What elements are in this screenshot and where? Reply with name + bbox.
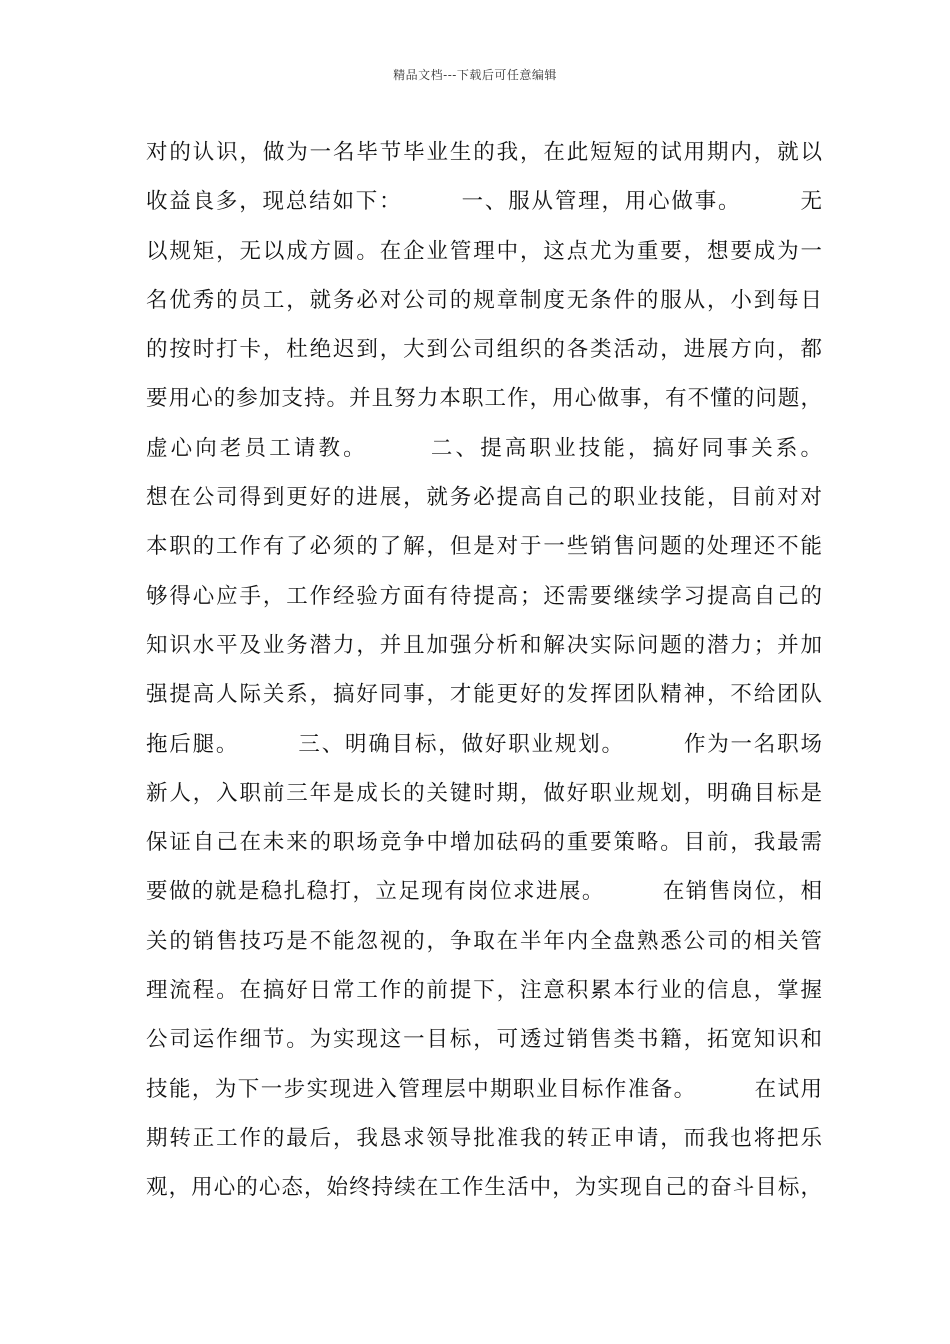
text-line: 以规矩，无以成方圆。在企业管理中，这点尤为重要，想要成为一: [146, 238, 822, 264]
text-line: 知识水平及业务潜力，并且加强分析和解决实际问题的潜力；并加: [146, 632, 822, 658]
text-line: 名优秀的员工，就务必对公司的规章制度无条件的服从，小到每日: [146, 287, 822, 313]
page-header: 精品文档---下载后可任意编辑: [393, 68, 557, 82]
document-body: [146, 128, 822, 1213]
text-line: 本职的工作有了必须的了解，但是对于一些销售问题的处理还不能: [146, 534, 822, 560]
text-line: 虚心向老员工请教。 二、提高职业技能，搞好同事关系。: [146, 435, 822, 461]
text-line: 收益良多，现总结如下： 一、服从管理，用心做事。 无: [146, 189, 822, 215]
text-line: 对的认识，做为一名毕节毕业生的我，在此短短的试用期内，就以: [146, 140, 822, 165]
text-line: 观，用心的心态，始终持续在工作生活中，为实现自己的奋斗目标，: [146, 1175, 822, 1201]
text-line: 公司运作细节。为实现这一目标，可透过销售类书籍，拓宽知识和: [146, 1027, 822, 1053]
text-line: 想在公司得到更好的进展，就务必提高自己的职业技能，目前对对: [146, 485, 822, 511]
text-line: 新人，入职前三年是成长的关键时期，做好职业规划，明确目标是: [146, 780, 822, 806]
text-line: 的按时打卡，杜绝迟到，大到公司组织的各类活动，进展方向，都: [146, 337, 822, 363]
text-line: 要做的就是稳扎稳打，立足现有岗位求进展。 在销售岗位，相: [146, 879, 822, 905]
text-line: 期转正工作的最后，我恳求领导批准我的转正申请，而我也将把乐: [146, 1125, 822, 1151]
text-line: 技能，为下一步实现进入管理层中期职业目标作准备。 在试用: [146, 1076, 822, 1102]
text-line: 关的销售技巧是不能忽视的，争取在半年内全盘熟悉公司的相关管: [146, 928, 822, 954]
text-line: 够得心应手，工作经验方面有待提高；还需要继续学习提高自己的: [146, 583, 822, 609]
text-line: 要用心的参加支持。并且努力本职工作，用心做事，有不懂的问题，: [146, 386, 822, 412]
text-line: 强提高人际关系，搞好同事，才能更好的发挥团队精神，不给团队: [146, 682, 822, 708]
text-line: 保证自己在未来的职场竞争中增加砝码的重要策略。目前，我最需: [146, 830, 822, 856]
text-line: 理流程。在搞好日常工作的前提下，注意积累本行业的信息，掌握: [146, 978, 822, 1004]
text-line: 拖后腿。 三、明确目标，做好职业规划。 作为一名职场: [146, 731, 822, 757]
